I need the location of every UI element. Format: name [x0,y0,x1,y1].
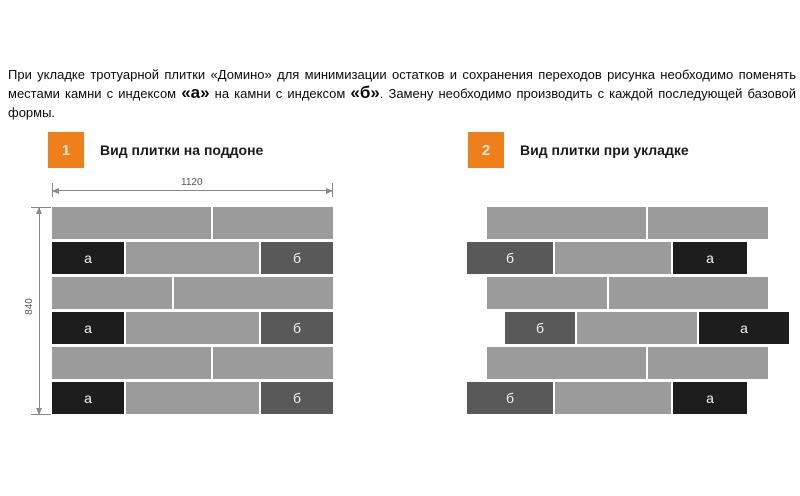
intro-text-3: . Замену необходимо производить с каждой последующей базовой формы. [8,86,796,120]
intro-text-2: на камни с индексом [209,86,351,101]
tile-gray [52,277,172,309]
tile-b: б [467,382,553,414]
tile-row [52,207,333,239]
tile-a: а [52,242,124,274]
height-dimension-line [39,207,40,415]
tile-row [52,242,333,274]
tile-gray [577,312,697,344]
dimension-extension-tick [332,183,333,197]
tile-row [52,347,333,379]
dimension-arrow-left-icon [52,188,59,194]
tile-row [487,277,768,309]
tile-gray [648,207,768,239]
section-number-badge-2: 2 [468,132,504,168]
tile-gray [52,207,211,239]
tile-a: а [673,382,747,414]
tile-b: б [505,312,575,344]
section-number-badge-1: 1 [48,132,84,168]
tile-a: а [699,312,789,344]
tile-row [467,382,747,414]
tile-gray [126,242,259,274]
tile-gray [609,277,768,309]
tile-gray [555,242,671,274]
tile-b: б [261,382,333,414]
tile-row [52,277,333,309]
tile-gray [52,347,211,379]
tile-gray [126,312,259,344]
tile-row [467,242,747,274]
tile-gray [487,347,646,379]
tile-gray [487,277,607,309]
tile-row [52,312,333,344]
tile-row [52,382,333,414]
width-dimension-line [52,190,333,191]
tile-b: б [261,242,333,274]
tile-gray [555,382,671,414]
dimension-extension-tick [31,207,51,208]
tile-gray [213,207,333,239]
tile-b: б [467,242,553,274]
dimension-extension-tick [31,414,51,415]
tile-gray [213,347,333,379]
tile-row [505,312,789,344]
laying-tile-diagram [467,207,790,414]
tile-a: а [52,382,124,414]
tile-a: а [673,242,747,274]
tile-row [487,207,768,239]
index-a-emphasis: «а» [181,83,210,102]
section-title-laying: Вид плитки при укладке [520,142,689,158]
dimension-arrow-up-icon [36,207,42,214]
index-b-emphasis: «б» [350,83,380,102]
intro-text-1: При укладке тротуарной плитки «Домино» для минимизации остатков и сохранения переходов рисунка необходимо поменять местами камни с индексом [8,67,796,101]
height-dimension-label: 840 [24,295,35,318]
tile-b: б [261,312,333,344]
dimension-extension-tick [52,183,53,197]
tile-gray [126,382,259,414]
intro-paragraph [8,65,796,122]
tile-gray [174,277,333,309]
tile-gray [648,347,768,379]
width-dimension-label: 1120 [178,177,206,188]
tile-a: а [52,312,124,344]
section-title-pallet: Вид плитки на поддоне [100,142,264,158]
pallet-tile-diagram [52,207,333,414]
tile-row [487,347,768,379]
tile-gray [487,207,646,239]
